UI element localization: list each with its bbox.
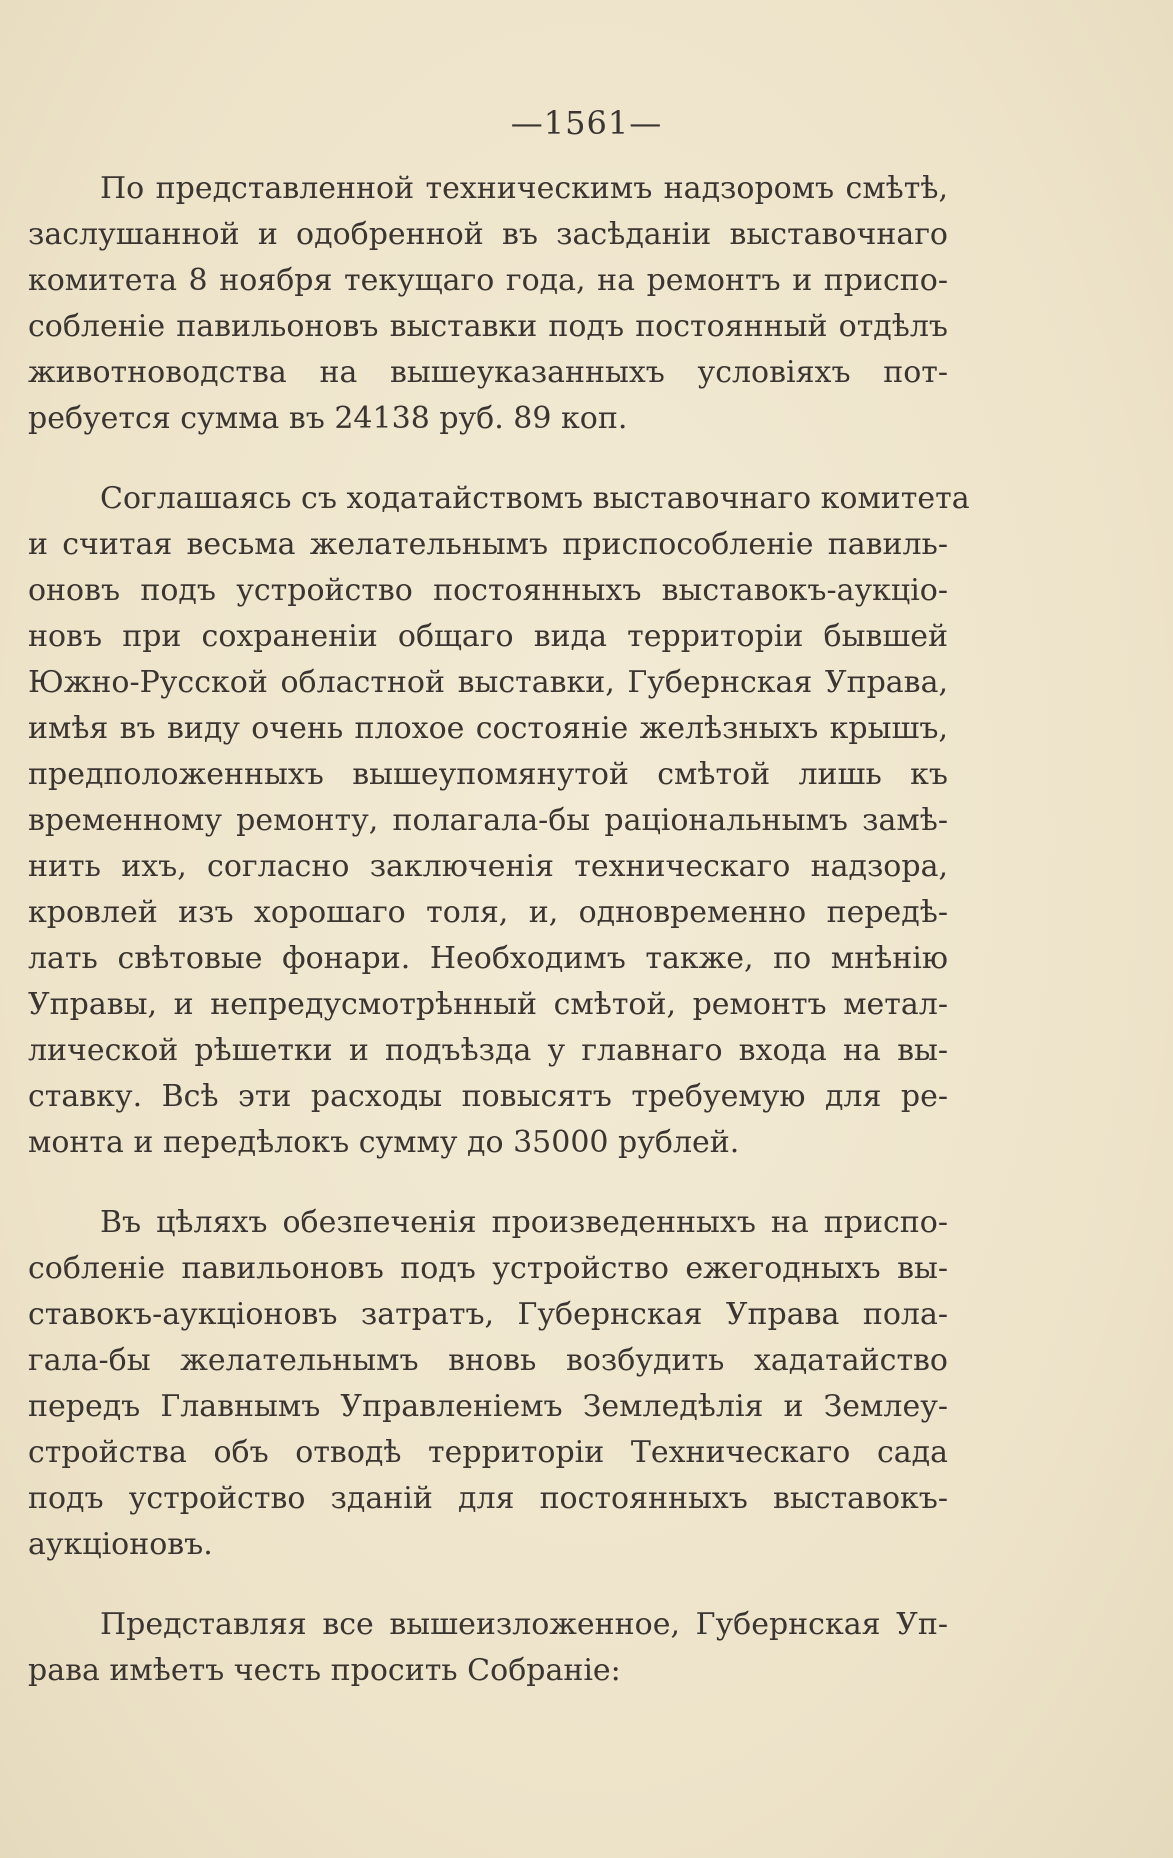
text-line: предположенныхъ вышеупомянутой смѣтой лишь къ xyxy=(28,757,948,792)
text-line: монта и передѣлокъ сумму до 35000 рублей. xyxy=(28,1125,740,1160)
text-line: подъ устройство зданій для постоянныхъ выставокъ- xyxy=(28,1481,948,1516)
text-line: ребуется сумма въ 24138 руб. 89 коп. xyxy=(28,401,628,436)
text-line: заслушанной и одобренной въ засѣданіи выставочнаго xyxy=(28,217,948,252)
text-line: Южно-Русской областной выставки, Губернская Управа, xyxy=(28,665,948,700)
text-line: Представляя все вышеизложенное, Губернская Уп- xyxy=(100,1607,948,1642)
text-line: собленіе павильоновъ подъ устройство ежегодныхъ вы- xyxy=(28,1251,948,1286)
text-line: гала-бы желательнымъ вновь возбудить хадатайство xyxy=(28,1343,948,1378)
text-line: По представленной техническимъ надзоромъ смѣтѣ, xyxy=(100,171,948,206)
text-line: Соглашаясь съ ходатайствомъ выставочнаго комитета xyxy=(100,481,970,516)
text-line: Въ цѣляхъ обезпеченія произведенныхъ на приспо- xyxy=(100,1205,948,1240)
text-line: временному ремонту, полагала-бы раціональнымъ замѣ- xyxy=(28,803,948,838)
paragraph-estimate xyxy=(28,166,948,442)
paragraph-conclusion xyxy=(28,1602,948,1694)
text-line: аукціоновъ. xyxy=(28,1527,213,1562)
page-number: —1561— xyxy=(510,104,663,142)
text-line: имѣя въ виду очень плохое состояніе желѣзныхъ крышъ, xyxy=(28,711,948,746)
text-line: и считая весьма желательнымъ приспособленіе павиль- xyxy=(28,527,948,562)
paragraph-repairs xyxy=(28,476,970,1166)
text-line: нить ихъ, согласно заключенія техническаго надзора, xyxy=(28,849,948,884)
text-line: оновъ подъ устройство постоянныхъ выставокъ-аукціо- xyxy=(28,573,948,608)
page-body xyxy=(28,166,970,1728)
text-line: комитета 8 ноября текущаго года, на ремонтъ и приспо- xyxy=(28,263,948,298)
text-line: ставокъ-аукціоновъ затратъ, Губернская Управа пола- xyxy=(28,1297,948,1332)
text-line: Управы, и непредусмотрѣнный смѣтой, ремонтъ метал- xyxy=(28,987,948,1022)
text-line: стройства объ отводѣ территоріи Техническаго сада xyxy=(28,1435,948,1470)
text-line: животноводства на вышеуказанныхъ условіяхъ пот- xyxy=(28,355,948,390)
text-line: ставку. Всѣ эти расходы повысятъ требуемую для ре- xyxy=(28,1079,948,1114)
text-line: рава имѣетъ честь просить Собраніе: xyxy=(28,1653,621,1688)
text-line: новъ при сохраненіи общаго вида территоріи бывшей xyxy=(28,619,948,654)
text-line: лической рѣшетки и подъѣзда у главнаго входа на вы- xyxy=(28,1033,948,1068)
text-line: собленіе павильоновъ выставки подъ постоянный отдѣлъ xyxy=(28,309,948,344)
text-line: лать свѣтовые фонари. Необходимъ также, по мнѣнію xyxy=(28,941,948,976)
paragraph-petition xyxy=(28,1200,948,1568)
text-line: передъ Главнымъ Управленіемъ Земледѣлія и Землеу- xyxy=(28,1389,948,1424)
text-line: кровлей изъ хорошаго толя, и, одновременно передѣ- xyxy=(28,895,948,930)
